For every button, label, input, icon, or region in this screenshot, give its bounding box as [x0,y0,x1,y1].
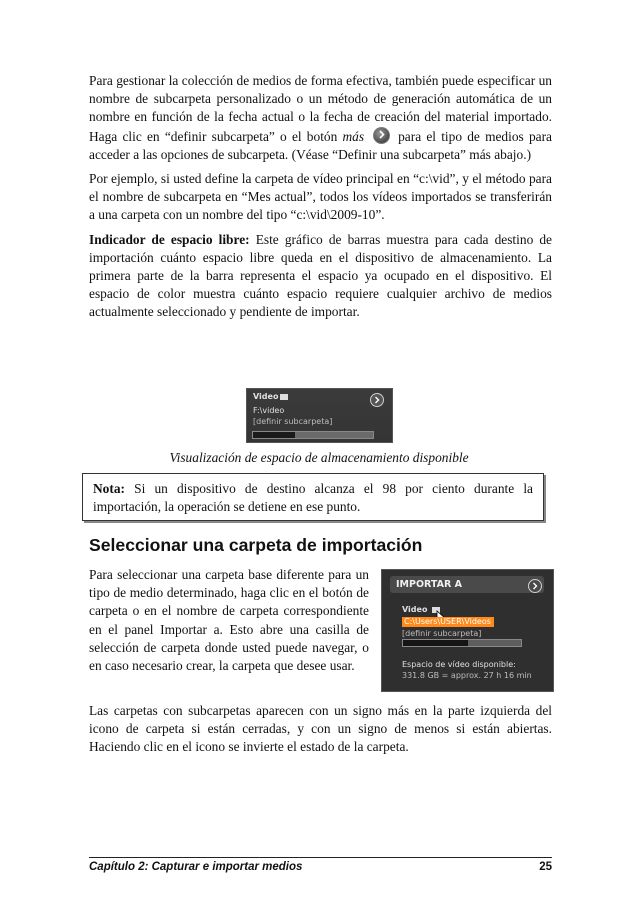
free-space-bar [252,431,374,439]
define-subfolder-link: [definir subcarpeta] [253,417,333,426]
video-label: Video [402,605,428,614]
import-to-panel-screenshot [381,569,554,692]
page-body [89,72,552,322]
term-free-space: Indicador de espacio libre: [89,231,250,247]
mas-word: más [342,128,365,144]
note-body: Si un dispositivo de destino alcanza el 98 por ciento durante la importación, la operación se detiene en ese punto. [93,481,533,514]
folder-icon [280,394,288,400]
page-number: 25 [539,861,552,873]
video-path: F:\video [253,406,285,415]
paragraph-subfolder [89,72,552,164]
note-box [82,473,544,521]
paragraph-text: Para gestionar la colección de medios de forma efectiva, también puede especificar un nombre de subcarpeta personalizado o un método de generación automática de un nombre en función de la fecha actual o la fecha de creación del material importado. Haga clic en “definir subcarpeta” o el botón [89,73,552,144]
section-body [89,566,369,675]
section-heading: Seleccionar una carpeta de importación [89,535,423,555]
section-tail [89,702,552,757]
space-label: Espacio de vídeo disponible: [402,660,516,669]
used-space-fill [253,432,295,438]
note-label: Nota: [93,481,125,496]
figure-caption: Visualización de espacio de almacenamiento disponible [169,450,469,465]
page-footer [89,857,552,873]
more-button-icon [373,127,390,144]
paragraph-text: para el tipo de medios para acceder a las opciones de subcarpeta. (Véase “Definir una subcarpeta” más abajo.) [89,128,552,162]
used-space-fill [403,640,468,646]
paragraph-free-space [89,231,552,322]
space-value: 331.8 GB = approx. 27 h 16 min [402,671,532,680]
paragraph-select-folder: Para seleccionar una carpeta base diferente para un tipo de medio determinado, haga clic en el botón de carpeta o en el nombre de carpeta correspondiente en el panel Importar a. Esto abre una casilla de selección de carpeta donde usted puede navegar, o en caso necesario crear, la carpeta que desee usar. [89,567,369,674]
paragraph-example: Por ejemplo, si usted define la carpeta de vídeo principal en “c:\vid”, y el método para el nombre de subcarpeta en “Mes actual”, todos los vídeos importados se transferirán a una carpeta con un nombre del tipo “c:\vid\2009-10”. [89,171,552,223]
panel-header: IMPORTAR A [390,576,544,593]
define-subfolder-link: [definir subcarpeta] [402,629,482,638]
more-arrow-icon [528,579,542,593]
paragraph-subfolders: Las carpetas con subcarpetas aparecen con un signo más en la parte izquierda del icono de carpeta si están cerradas, y con un signo de menos si están abiertas. Haciendo clic en el icono se invierte el estado de la carpeta. [89,703,552,755]
note-text [93,480,533,516]
storage-space-screenshot [246,388,393,443]
chapter-title: Capítulo 2: Capturar e importar medios [89,861,303,873]
folder-path: C:\Users\USER\Videos [402,617,494,627]
paragraph-text: Este gráfico de barras muestra para cada destino de importación cuánto espacio libre queda en el dispositivo de almacenamiento. La primera parte de la barra representa el espacio ya ocupado en el dispositivo. El espacio de color muestra cuánto espacio requiere cualquier archivo de medios actualmente seleccionado y pendiente de importar. [89,231,552,320]
more-arrow-icon [370,393,384,407]
video-label: Video [253,392,279,401]
free-space-bar [402,639,522,647]
